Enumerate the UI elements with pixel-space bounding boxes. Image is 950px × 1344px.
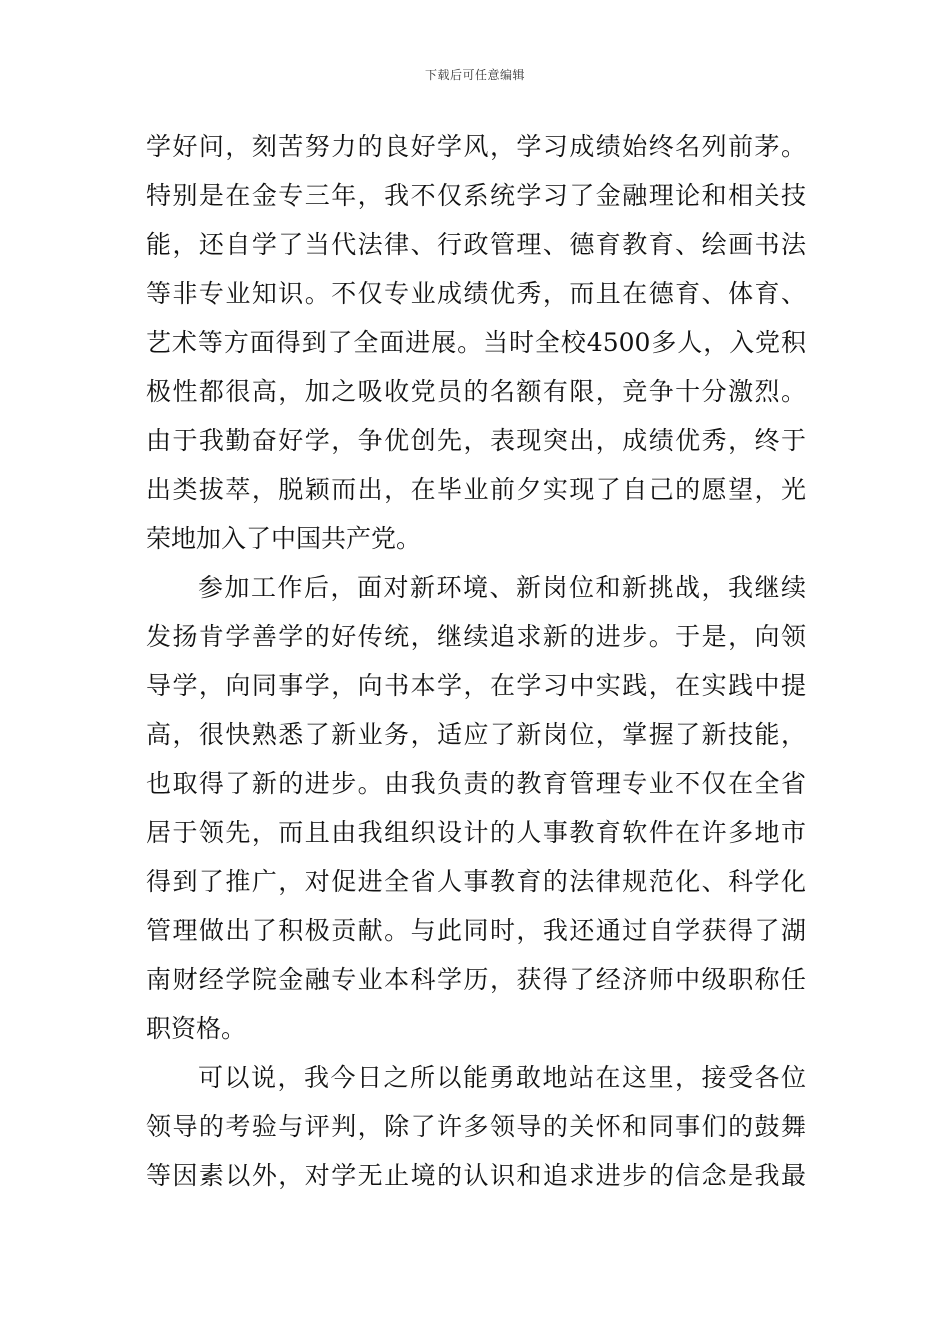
document-body — [146, 122, 806, 1200]
text-line: 管理做出了积极贡献。与此同时，我还通过自学获得了湖 — [146, 916, 806, 945]
text-line: 能，还自学了当代法律、行政管理、德育教育、绘画书法 — [146, 230, 806, 259]
text-line: 特别是在金专三年，我不仅系统学习了金融理论和相关技 — [146, 181, 806, 210]
text-line: 导学，向同事学，向书本学，在学习中实践，在实践中提 — [146, 671, 806, 700]
paragraph-1 — [146, 122, 806, 563]
text-line: 居于领先，而且由我组织设计的人事教育软件在许多地市 — [146, 818, 806, 847]
text-line: 极性都很高，加之吸收党员的名额有限，竞争十分激烈。 — [146, 377, 806, 406]
text-line: 荣地加入了中国共产党。 — [146, 524, 422, 553]
text-line: 等非专业知识。不仅专业成绩优秀，而且在德育、体育、 — [146, 279, 806, 308]
text-line: 领导的考验与评判，除了许多领导的关怀和同事们的鼓舞 — [146, 1112, 806, 1141]
text-line: 艺术等方面得到了全面进展。当时全校4500多人，入党积 — [146, 328, 806, 357]
text-line: 参加工作后，面对新环境、新岗位和新挑战，我继续 — [198, 573, 806, 602]
text-line: 出类拔萃，脱颖而出，在毕业前夕实现了自己的愿望，光 — [146, 475, 806, 504]
paragraph-3 — [146, 1053, 806, 1200]
paragraph-2 — [146, 563, 806, 1053]
text-line: 也取得了新的进步。由我负责的教育管理专业不仅在全省 — [146, 769, 806, 798]
text-line: 等因素以外，对学无止境的认识和追求进步的信念是我最 — [146, 1161, 806, 1190]
text-line: 南财经学院金融专业本科学历，获得了经济师中级职称任 — [146, 965, 806, 994]
text-line: 可以说，我今日之所以能勇敢地站在这里，接受各位 — [198, 1063, 806, 1092]
text-line: 学好问，刻苦努力的良好学风，学习成绩始终名列前茅。 — [146, 132, 806, 161]
text-line: 高，很快熟悉了新业务，适应了新岗位，掌握了新技能， — [146, 720, 806, 749]
text-line: 由于我勤奋好学，争优创先，表现突出，成绩优秀，终于 — [146, 426, 806, 455]
text-line: 发扬肯学善学的好传统，继续追求新的进步。于是，向领 — [146, 622, 806, 651]
text-line: 得到了推广，对促进全省人事教育的法律规范化、科学化 — [146, 867, 806, 896]
text-line: 职资格。 — [146, 1014, 247, 1043]
page-header-note: 下载后可任意编辑 — [424, 68, 525, 82]
